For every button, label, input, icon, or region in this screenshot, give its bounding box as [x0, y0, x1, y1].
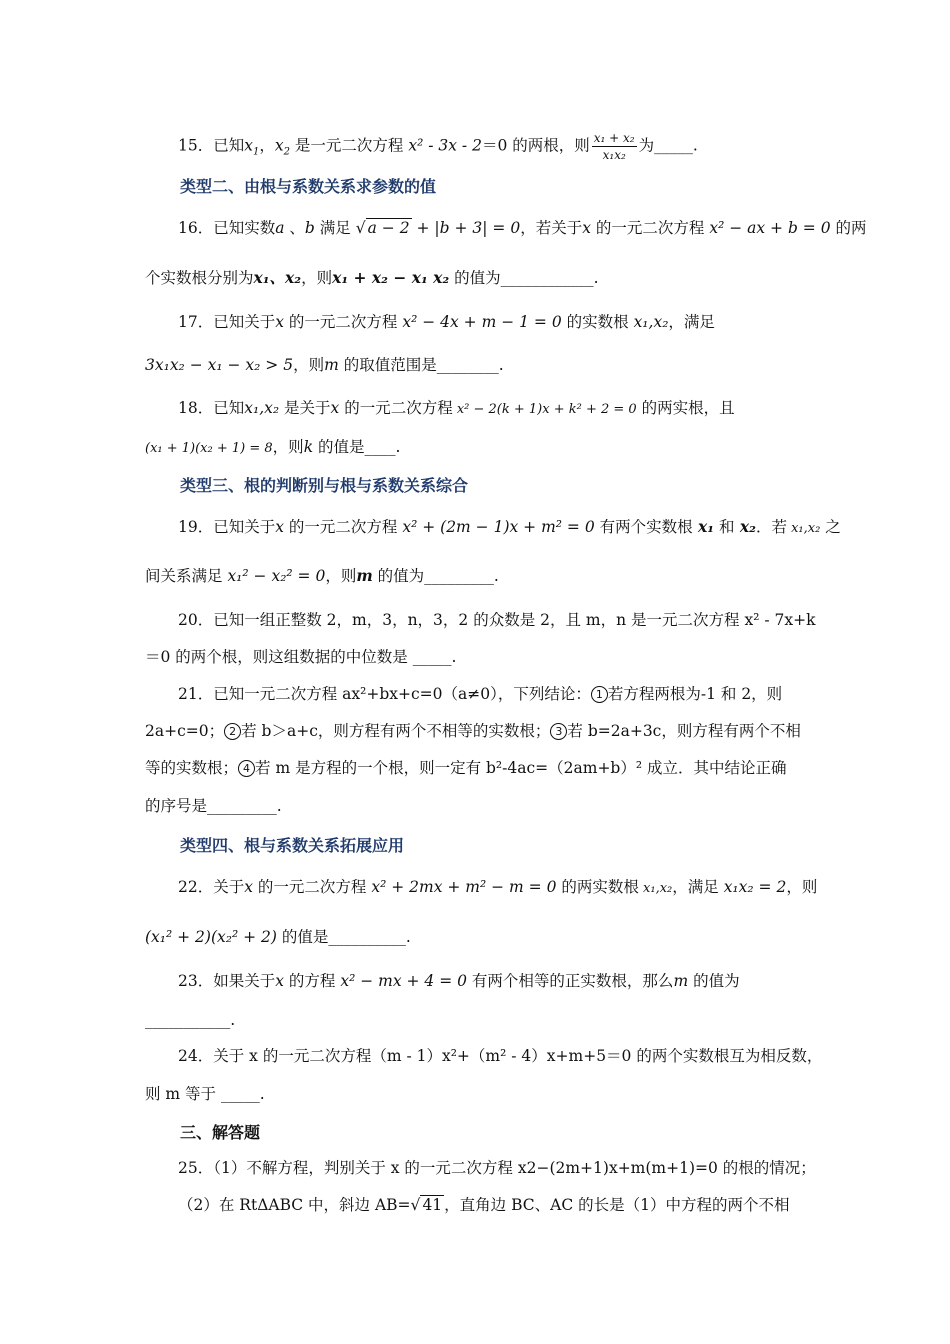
q18-equation: x² − 2(k + 1)x + k² + 2 = 0 [452, 402, 637, 417]
heading-type-2: 类型二、由根与系数关系求参数的值 [180, 177, 437, 196]
q23-var-m: m [673, 972, 689, 990]
q16-line2-text-c: 的值为____________. [449, 269, 599, 287]
q19-text-e: ．若 [755, 518, 787, 536]
question-17-line-1 [178, 311, 843, 333]
question-24-line-2: 则 m 等于 _____. [145, 1085, 265, 1103]
q19-text-d: 和 [714, 518, 735, 536]
q21-line2-text-b: 若 b＞a+c，则方程有两个不相等的实数根； [241, 722, 551, 740]
q15-mid: 是一元二次方程 [290, 136, 409, 155]
q17-text-b: 的一元二次方程 [283, 313, 398, 331]
q21-circle-1: 1 [591, 686, 608, 703]
q21-circle-3: 3 [550, 723, 567, 740]
q17-roots: x₁,x₂ [628, 313, 669, 331]
question-23-line-2: ___________. [145, 1011, 236, 1029]
q16-text-d: 的一元二次方程 [590, 219, 705, 237]
q19-var-x: x [275, 518, 284, 536]
q25-sqrt: √ 41 [410, 1196, 443, 1214]
q16-line2-text-b: ，则 [301, 269, 333, 287]
q15-equation: x² - 3x - 2 [408, 136, 482, 155]
q19-text-b: 的一元二次方程 [283, 518, 398, 536]
question-18-line-1 [178, 397, 843, 421]
q23-text-a: 23．如果关于 [178, 972, 276, 990]
question-21-line-1 [178, 683, 843, 705]
q22-line2-text-a: 的值是__________. [276, 928, 411, 946]
q22-condition: x₁x₂ = 2 [718, 878, 787, 896]
q15-fraction [592, 130, 637, 163]
q23-var-x: x [275, 972, 284, 990]
question-22-line-2 [145, 926, 810, 948]
q17-condition: 3x₁x₂ − x₁ − x₂ > 5 [145, 356, 294, 374]
q16-text-a: 16．已知实数 [178, 219, 276, 237]
q22-roots: x₁,x₂ [638, 881, 673, 896]
q16-sep: 、 [284, 219, 305, 237]
question-24-line-1: 24．关于 x 的一元二次方程（m - 1）x²+（m² - 4）x+m+5＝0 的两个实数根互为相反数， [178, 1047, 823, 1065]
q19-equation: x² + (2m − 1)x + m² = 0 [397, 518, 595, 536]
q23-text-d: 的值为 [688, 972, 740, 990]
q16-roots: x₁、x₂ [253, 268, 302, 287]
q16-var-a: a [275, 219, 285, 237]
q22-var-x: x [244, 878, 253, 896]
question-23-line-1 [178, 970, 843, 992]
q19-text-c: 有两个实数根 [594, 518, 693, 536]
q18-text-c: 的一元二次方程 [339, 399, 453, 417]
q19-var-m: m [356, 566, 373, 585]
q22-expression: (x₁² + 2)(x₂² + 2) [145, 928, 277, 946]
question-19-line-2 [145, 565, 810, 587]
question-17-line-2 [145, 354, 810, 376]
q17-line2-text-a: ，则 [293, 356, 325, 374]
q22-text-d: ，满足 [672, 878, 719, 896]
question-21-line-3 [145, 757, 810, 779]
q22-text-b: 的一元二次方程 [252, 878, 367, 896]
q16-equation: x² − ax + b = 0 [704, 219, 831, 237]
heading-section-3: 三、解答题 [180, 1123, 261, 1142]
question-25-line-2 [178, 1194, 843, 1216]
q22-text-e: ，则 [786, 878, 818, 896]
q18-roots: x₁,x₂ [244, 399, 280, 417]
q19-line2-text-c: 的值为_________. [372, 567, 499, 585]
q16-text-e: 的两 [830, 219, 867, 237]
q22-equation: x² + 2mx + m² − m = 0 [366, 878, 557, 896]
question-18-line-2 [145, 436, 810, 460]
q15-fraction-numerator: x₁ + x₂ [593, 131, 635, 145]
q21-text-b: 若方程两根为-1 和 2，则 [607, 685, 783, 703]
q25-sqrt-radicand: 41 [422, 1196, 443, 1214]
q15-x1: x [244, 136, 253, 155]
q15-sep: ， [259, 136, 275, 155]
q21-text-a: 21．已知一元二次方程 ax²+bx+c=0（a≠0），下列结论： [178, 685, 591, 703]
q18-text-a: 18．已知 [178, 399, 245, 417]
q25-text-a: （2）在 RtΔABC 中，斜边 AB= [178, 1196, 411, 1214]
q17-equation: x² − 4x + m − 1 = 0 [397, 313, 562, 331]
q21-circle-4: 4 [238, 760, 255, 777]
q16-abs-part: + |b + 3| = 0 [411, 219, 521, 237]
q21-circle-2: 2 [224, 723, 241, 740]
q19-root-1: x₁ [692, 517, 715, 536]
question-25-line-1: 25．（1）不解方程，判别关于 x 的一元二次方程 x2−(2m+1)x+m(m+1)=0 的根的情况； [178, 1159, 816, 1177]
question-22-line-1 [178, 876, 843, 900]
q23-equation: x² − mx + 4 = 0 [335, 972, 467, 990]
question-21-line-2 [145, 720, 810, 742]
question-15 [178, 130, 843, 164]
q18-condition: (x₁ + 1)(x₂ + 1) = 8 [145, 441, 273, 456]
heading-type-4: 类型四、根与系数关系拓展应用 [180, 836, 405, 855]
q21-line2-text-a: 2a+c=0； [145, 722, 225, 740]
q15-equation-tail: ＝0 的两根，则 [481, 136, 590, 155]
q22-text-c: 的两实数根 [556, 878, 639, 896]
q19-text-a: 19．已知关于 [178, 518, 276, 536]
question-16-line-1 [178, 217, 867, 239]
q15-fraction-denominator: x₁x₂ [602, 148, 626, 162]
question-20-line-2: ＝0 的两个根，则这组数据的中位数是 _____. [145, 648, 457, 666]
q23-text-c: 有两个相等的正实数根，那么 [467, 972, 674, 990]
q18-var-x: x [330, 399, 340, 417]
q19-text-f: 之 [820, 518, 841, 536]
q19-condition: x₁² − x₂² = 0 [222, 567, 326, 585]
q15-sub1: 1 [252, 146, 260, 158]
question-21-line-4: 的序号是_________. [145, 797, 282, 815]
q16-line2-text-a: 个实数根分别为 [145, 269, 254, 287]
q22-text-a: 22．关于 [178, 878, 245, 896]
q18-text-b: 是关于 [279, 399, 331, 417]
q19-line2-text-a: 间关系满足 [145, 567, 223, 585]
q21-line2-text-c: 若 b=2a+3c，则方程有两个不相 [567, 722, 801, 740]
q15-x2: x [274, 136, 284, 155]
q16-sqrt: √ a − 2 [355, 219, 410, 237]
heading-type-3: 类型三、根的判断别与根与系数关系综合 [180, 476, 469, 495]
q25-text-b: ，直角边 BC、AC 的长是（1）中方程的两个不相 [444, 1196, 790, 1214]
q17-text-a: 17．已知关于 [178, 313, 276, 331]
question-16-line-2 [145, 267, 810, 289]
q15-sub2: 2 [283, 146, 290, 158]
q21-line3-text-b: 若 m 是方程的一个根，则一定有 b²-4ac=（2am+b）² 成立．其中结论正确 [255, 759, 787, 777]
q17-var-m: m [324, 356, 339, 374]
q16-var-b: b [304, 219, 315, 237]
q16-text-b: 满足 [314, 219, 351, 237]
q21-line3-text-a: 等的实数根； [145, 759, 239, 777]
q17-var-x: x [275, 313, 284, 331]
q18-line2-text-b: 的值是____. [313, 438, 401, 456]
q17-text-c: 的实数根 [561, 313, 629, 331]
question-20-line-1: 20．已知一组正整数 2，m，3，n，3，2 的众数是 2，且 m，n 是一元二次方程 x² - 7x+k [178, 611, 816, 629]
q19-roots: x₁,x₂ [786, 521, 821, 536]
q17-text-d: ，满足 [668, 313, 715, 331]
q16-text-c: ，若关于 [520, 219, 583, 237]
q16-sqrt-radicand: a − 2 [367, 219, 410, 237]
q15-tail: 为_____. [638, 136, 698, 155]
q18-line2-text-a: ，则 [272, 438, 304, 456]
q17-line2-text-b: 的取值范围是________. [338, 356, 504, 374]
q18-var-k: k [303, 438, 314, 456]
q16-var-x: x [582, 219, 591, 237]
q16-expression: x₁ + x₂ − x₁ x₂ [332, 268, 450, 287]
q19-root-2: x₂ [734, 517, 756, 536]
q15-number: 15．已知 [178, 136, 245, 155]
question-19-line-1 [178, 516, 843, 540]
q19-line2-text-b: ，则 [325, 567, 357, 585]
q23-text-b: 的方程 [283, 972, 336, 990]
q18-text-d: 的两实根，且 [636, 399, 735, 417]
